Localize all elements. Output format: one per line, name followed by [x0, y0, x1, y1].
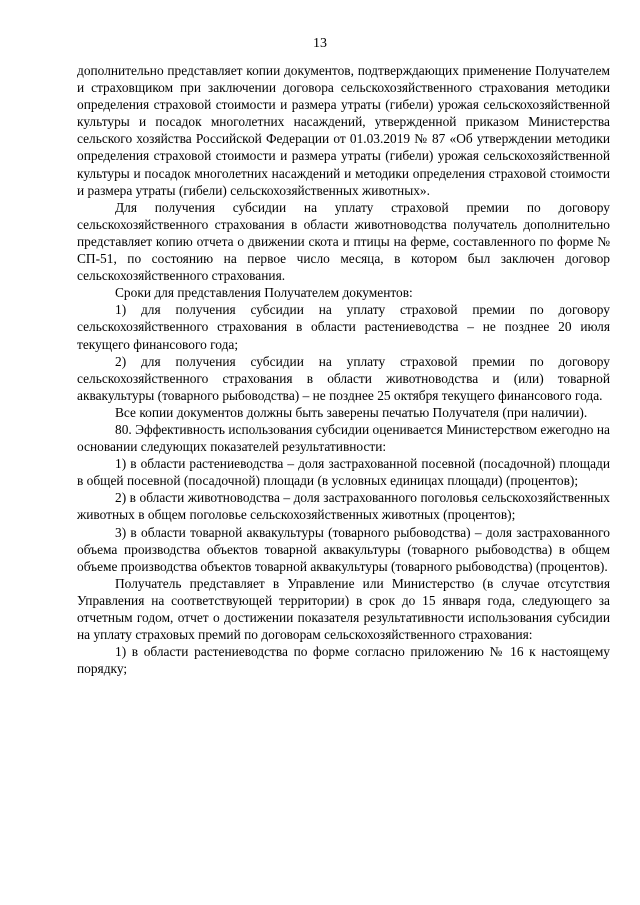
- paragraph-indicator-livestock: 2) в области животноводства – доля застрахованного поголовья сельскохозяйственных животных в общем поголовье сельскохозяйственных животных (процентов);: [77, 490, 610, 523]
- paragraph-deadline-crops: 1) для получения субсидии на уплату страховой премии по договору сельскохозяйственного страхования в области растениеводства – не позднее 20 июля текущего финансового года;: [77, 302, 610, 352]
- paragraph-certification: Все копии документов должны быть заверены печатью Получателя (при наличии).: [115, 404, 588, 420]
- document-body: [77, 62, 610, 677]
- paragraph-indicator-aquaculture: 3) в области товарной аквакультуры (товарного рыбоводства) – доля застрахованного объема производства объектов товарной аквакультуры (товарного рыбоводства) в общем объеме производства объектов товарной аквакультуры (товарного рыбоводства) (процентов).: [77, 524, 610, 574]
- paragraph-report-submission: Получатель представляет в Управление или Министерство (в случае отсутствия Управления на соответствующей территории) в срок до 15 января года, следующего за отчетным годом, отчет о достижении показателя результативности использования субсидии на уплату страховых премий по договорам сельскохозяйственного страхования:: [77, 575, 610, 643]
- paragraph-livestock-report: Для получения субсидии на уплату страховой премии по договору сельскохозяйственного страхования в области животноводства получатель дополнительно представляет копию отчета о движении скота и птицы на ферме, составленного по форме № СП-51, по состоянию на первое число месяца, в котором был заключен договор сельскохозяйственного страхования.: [77, 199, 610, 284]
- paragraph-80-effectiveness: 80. Эффективность использования субсидии оценивается Министерством ежегодно на основании следующих показателей результативности:: [77, 421, 610, 455]
- paragraph-deadlines-heading: Сроки для представления Получателем документов:: [115, 285, 413, 301]
- paragraph-deadline-livestock: 2) для получения субсидии на уплату страховой премии по договору сельскохозяйственного страхования в области животноводства и (или) товарной аквакультуры (товарного рыбоводства) – не позднее 25 октября текущего финансового года.: [77, 353, 610, 403]
- page-number: 13: [313, 36, 327, 51]
- paragraph-indicator-crops: 1) в области растениеводства – доля застрахованной посевной (посадочной) площади в общей посевной (посадочной) площади (в условных единицах площади) (процентов);: [77, 456, 610, 489]
- paragraph-report-form-crops: 1) в области растениеводства по форме согласно приложению № 16 к настоящему порядку;: [77, 644, 610, 677]
- paragraph-methodology-copies: дополнительно представляет копии документов, подтверждающих применение Получателем и страховщиком при заключении договора сельскохозяйственного страхования методики определения страховой стоимости и размера утраты (гибели) урожая сельскохозяйственной культуры и посадок многолетних насаждений, утвержденной приказом Министерства сельского хозяйства Российской Федерации от 01.03.2019 № 87 «Об утверждении методики определения страховой стоимости и размера утраты (гибели) урожая сельскохозяйственной культуры и посадок многолетних насаждений и методики определения страховой стоимости и размера утраты (гибели) сельскохозяйственных животных».: [77, 63, 610, 198]
